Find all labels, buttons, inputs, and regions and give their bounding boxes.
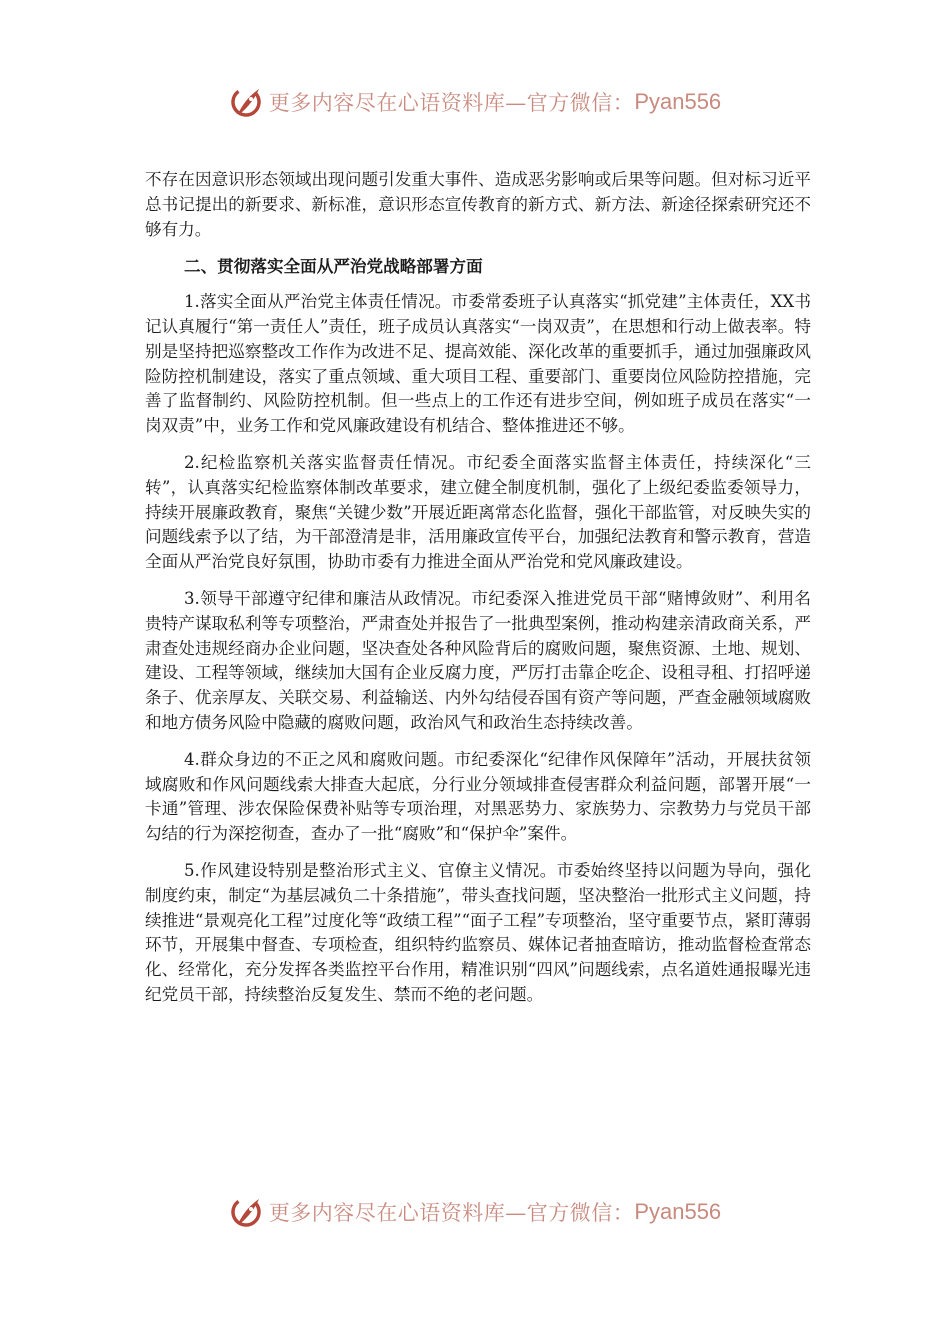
watermark-text: 更多内容尽在心语资料库—官方微信： [268,1201,635,1225]
watermark-text: 更多内容尽在心语资料库—官方微信： [268,91,635,115]
paragraph-item-3: 3.领导干部遵守纪律和廉洁从政情况。市纪委深入推进党员干部“赌博敛财”、利用名贵特产谋取私利等专项整治，严肃查处并报告了一批典型案例，推动构建亲清政商关系，严肃查处违规经商办企业问题，坚决查处各种风险背后的腐败问题，聚焦资源、土地、规划、建设、工程等领域，继续加大国有企业反腐力度，严厉打击靠企吃企、设租寻租、打招呼递条子、优亲厚友、关联交易、利益输送、内外勾结侵吞国有资产等问题，严查金融领域腐败和地方债务风险中隐藏的腐败问题，政治风气和政治生态持续改善。 [145,588,811,732]
brush-logo-icon [229,84,265,120]
watermark-wechat-id: Pyan556 [634,1199,722,1224]
header-watermark-banner [0,80,950,124]
paragraph-item-1: 1.落实全面从严治党主体责任情况。市委常委班子认真落实“抓党建”主体责任，XX书记认真履行“第一责任人”责任，班子成员认真落实“一岗双责”，在思想和行动上做表率。特别是坚持把巡察整改工作作为改进不足、提高效能、深化改革的重要抓手，通过加强廉政风险防控机制建设，落实了重点领域、重大项目工程、重要部门、重要岗位风险防控措施，完善了监督制约、风险防控机制。但一些点上的工作还有进步空间，例如班子成员在落实“一岗双责”中，业务工作和党风廉政建设有机结合、整体推进还不够。 [145,292,811,436]
paragraph-item-5: 5.作风建设特别是整治形式主义、官僚主义情况。市委始终坚持以问题为导向，强化制度约束，制定“为基层减负二十条措施”，带头查找问题，坚决整治一批形式主义问题，持续推进“景观亮化工程”过度化等“政绩工程”“面子工程”专项整治，坚守重要节点，紧盯薄弱环节，开展集中督查、专项检查，组织特约监察员、媒体记者抽查暗访，推动监督检查常态化、经常化，充分发挥各类监控平台作用，精准识别“四风”问题线索，点名道姓通报曝光违纪党员干部，持续整治反复发生、禁而不绝的老问题。 [145,860,811,1004]
watermark-wechat-id: Pyan556 [634,89,722,114]
paragraph-continuation: 不存在因意识形态领域出现问题引发重大事件、造成恶劣影响或后果等问题。但对标习近平总书记提出的新要求、新标准，意识形态宣传教育的新方式、新方法、新途径探索研究还不够有力。 [145,170,811,239]
paragraph-item-4: 4.群众身边的不正之风和腐败问题。市纪委深化“纪律作风保障年”活动，开展扶贫领域腐败和作风问题线索大排查大起底，分行业分领域排查侵害群众利益问题，部署开展“一卡通”管理、涉农保险保费补贴等专项治理，对黑恶势力、家族势力、宗教势力与党员干部勾结的行为深挖彻查，查办了一批“腐败”和“保护伞”案件。 [145,749,811,844]
brush-logo-icon [229,1194,265,1230]
footer-watermark-banner [0,1190,950,1234]
paragraph-item-2: 2.纪检监察机关落实监督责任情况。市纪委全面落实监督主体责任，持续深化“三转”，认真落实纪检监察体制改革要求，建立健全制度机制，强化了上级纪委监委领导力，持续开展廉政教育，聚焦“关键少数”开展近距离常态化监督，强化干部监管，对反映失实的问题线索予以了结，为干部澄清是非，活用廉政宣传平台，加强纪法教育和警示教育，营造全面从严治党良好氛围，协助市委有力推进全面从严治党和党风廉政建设。 [145,452,811,572]
section-heading: 二、贯彻落实全面从严治党战略部署方面 [184,256,483,277]
document-body [145,168,811,1020]
